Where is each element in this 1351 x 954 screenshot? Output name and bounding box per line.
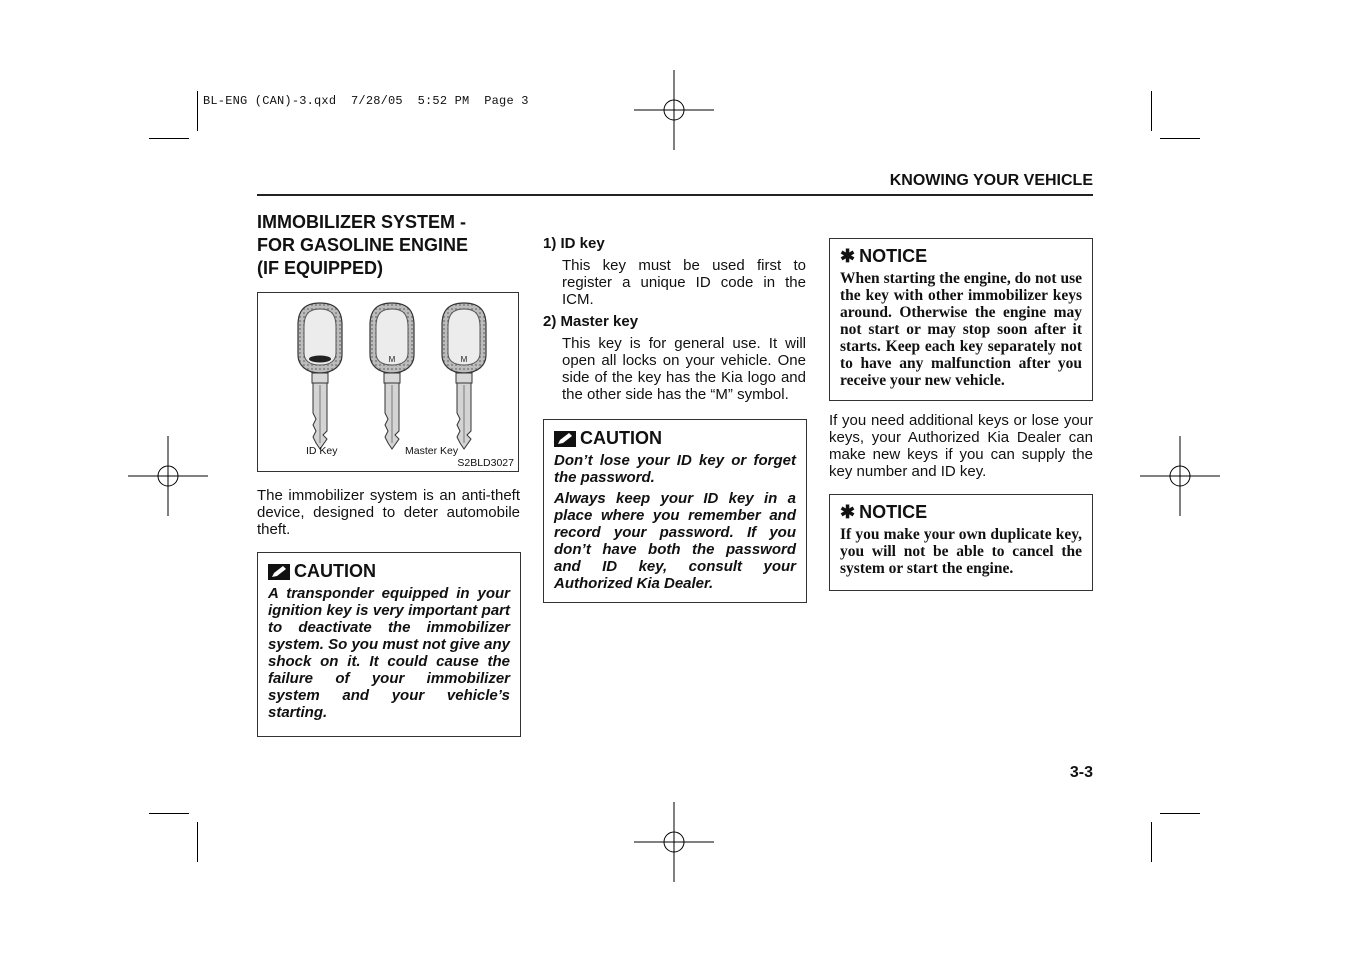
notice-asterisk-icon: ✱ <box>840 246 856 266</box>
caution-title: CAUTION <box>580 428 662 448</box>
id-key-icon <box>298 303 342 449</box>
caution-text: A transponder equipped in your ignition key is very important part to deactivate the immobilizer system. So you must not give any shock on it. It could cause the failure of your immobilizer system and your vehicle’s starting. <box>268 585 510 721</box>
key-types-section <box>543 235 806 403</box>
caution-box-middle <box>543 419 807 603</box>
caution-title: CAUTION <box>294 561 376 581</box>
notice-asterisk-icon: ✱ <box>840 502 856 522</box>
id-key-text: This key must be used first to register a unique ID code in the ICM. <box>562 257 806 308</box>
page-number: 3-3 <box>1069 764 1093 781</box>
keys-figure <box>257 292 519 472</box>
registration-mark-bottom <box>634 802 714 882</box>
master-key-icon-1 <box>370 303 414 449</box>
master-key-heading: 2) Master key <box>543 313 639 330</box>
registration-mark-right <box>1140 436 1220 516</box>
notice-box-2 <box>829 494 1093 591</box>
caution-text-1: Don’t lose your ID key or forget the password. <box>554 452 796 486</box>
caution-pencil-icon <box>554 431 576 447</box>
additional-keys-paragraph: If you need additional keys or lose your keys, your Authorized Kia Dealer can make new keys if you can supply the key number and ID key. <box>829 412 1093 480</box>
print-slug: BL-ENG (CAN)-3.qxd 7/28/05 5:52 PM Page 3 <box>203 94 529 108</box>
caution-box-left <box>257 552 521 737</box>
notice-title: NOTICE <box>859 246 928 266</box>
master-key-label: Master Key <box>405 445 459 457</box>
title-line-2: FOR GASOLINE ENGINE <box>257 235 469 255</box>
section-header: KNOWING YOUR VEHICLE <box>889 172 1093 189</box>
id-key-label: ID Key <box>306 445 338 457</box>
title-line-3: (IF EQUIPPED) <box>257 258 384 278</box>
header-rule <box>257 194 1093 196</box>
figure-code: S2BLD3027 <box>457 457 514 469</box>
title-line-1: IMMOBILIZER SYSTEM - <box>257 212 466 232</box>
notice-title: NOTICE <box>859 502 928 522</box>
notice-text: If you make your own duplicate key, you will not be able to cancel the system or start the engine. <box>840 526 1082 577</box>
id-key-heading: 1) ID key <box>543 235 605 252</box>
key-mark-m-2: M <box>460 355 468 364</box>
master-key-icon-2 <box>442 303 486 449</box>
keys-illustration <box>258 293 518 471</box>
page-title <box>257 211 527 280</box>
key-mark-m-1: M <box>388 355 396 364</box>
registration-mark-left <box>128 436 208 516</box>
master-key-text: This key is for general use. It will open all locks on your vehicle. One side of the key has the Kia logo and the other side has the “M” symbol. <box>562 335 806 403</box>
caution-text-2: Always keep your ID key in a place where you remember and record your password. If you don’t have both the password and ID key, consult your Authorized Kia Dealer. <box>554 490 796 592</box>
intro-paragraph: The immobilizer system is an anti-theft device, designed to deter automobile theft. <box>257 487 520 538</box>
notice-text: When starting the engine, do not use the key with other immobilizer keys around. Otherwise the engine may not start or may stop soon after it starts. Keep each key separately not to have any malfunction after you receive your new vehicle. <box>840 270 1082 389</box>
registration-mark-top <box>634 70 714 150</box>
caution-pencil-icon <box>268 564 290 580</box>
notice-box-1 <box>829 238 1093 401</box>
